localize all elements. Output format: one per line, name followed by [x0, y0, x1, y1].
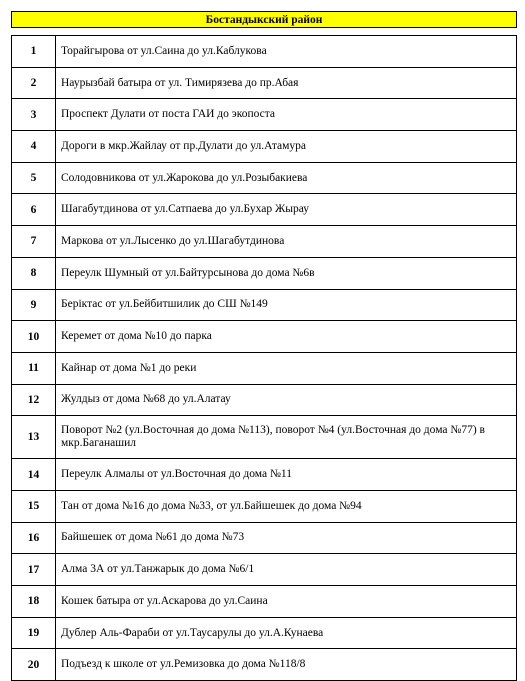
table-row [12, 617, 517, 649]
road-description: Поворот №2 (ул.Восточная до дома №113), поворот №4 (ул.Восточная до дома №77) в мкр.Баганашил [56, 416, 517, 459]
road-description: Проспект Дулати от поста ГАИ до экопоста [56, 99, 517, 131]
table-row [12, 99, 517, 131]
row-number: 18 [12, 586, 56, 618]
roads-table [11, 35, 517, 681]
row-number: 6 [12, 194, 56, 226]
district-road-table [11, 11, 517, 681]
table-row [12, 321, 517, 353]
road-description: Кошек батыра от ул.Аскарова до ул.Саина [56, 586, 517, 618]
row-number: 7 [12, 226, 56, 258]
road-description: Кайнар от дома №1 до реки [56, 352, 517, 384]
district-header: Бостандыкский район [11, 11, 517, 28]
table-row [12, 194, 517, 226]
row-number: 16 [12, 522, 56, 554]
row-number: 10 [12, 321, 56, 353]
table-row [12, 131, 517, 163]
table-row [12, 522, 517, 554]
road-description: Переулк Алмалы от ул.Восточная до дома №11 [56, 459, 517, 491]
road-description: Берiктас от ул.Бейбитшилик до СШ №149 [56, 289, 517, 321]
row-number: 20 [12, 649, 56, 681]
road-description: Дороги в мкр.Жайлау от пр.Дулати до ул.Атамура [56, 131, 517, 163]
row-number: 13 [12, 416, 56, 459]
road-description: Маркова от ул.Лысенко до ул.Шагабутдинова [56, 226, 517, 258]
table-row [12, 289, 517, 321]
road-description: Наурызбай батыра от ул. Тимирязева до пр.Абая [56, 67, 517, 99]
table-row [12, 649, 517, 681]
road-description: Дублер Аль-Фараби от ул.Таусарулы до ул.А.Кунаева [56, 617, 517, 649]
road-description: Керемет от дома №10 до парка [56, 321, 517, 353]
road-description: Жулдыз от дома №68 до ул.Алатау [56, 384, 517, 416]
row-number: 14 [12, 459, 56, 491]
row-number: 4 [12, 131, 56, 163]
road-description: Солодовникова от ул.Жарокова до ул.Розыбакиева [56, 162, 517, 194]
row-number: 9 [12, 289, 56, 321]
table-row [12, 459, 517, 491]
table-row [12, 67, 517, 99]
row-number: 1 [12, 36, 56, 68]
table-row [12, 416, 517, 459]
table-row [12, 490, 517, 522]
row-number: 15 [12, 490, 56, 522]
row-number: 5 [12, 162, 56, 194]
road-description: Алма 3А от ул.Танжарык до дома №6/1 [56, 554, 517, 586]
table-row [12, 352, 517, 384]
road-description: Байшешек от дома №61 до дома №73 [56, 522, 517, 554]
row-number: 17 [12, 554, 56, 586]
road-description: Тан от дома №16 до дома №33, от ул.Байшешек до дома №94 [56, 490, 517, 522]
row-number: 3 [12, 99, 56, 131]
row-number: 19 [12, 617, 56, 649]
table-row [12, 36, 517, 68]
road-description: Подъезд к школе от ул.Ремизовка до дома №118/8 [56, 649, 517, 681]
table-row [12, 226, 517, 258]
road-description: Переулк Шумный от ул.Байтурсынова до дома №6в [56, 257, 517, 289]
road-description: Шагабутдинова от ул.Сатпаева до ул.Бухар Жырау [56, 194, 517, 226]
table-row [12, 554, 517, 586]
row-number: 8 [12, 257, 56, 289]
table-row [12, 586, 517, 618]
road-description: Торайгырова от ул.Саина до ул.Каблукова [56, 36, 517, 68]
row-number: 11 [12, 352, 56, 384]
header-gap [11, 28, 517, 35]
table-row [12, 257, 517, 289]
table-row [12, 384, 517, 416]
row-number: 2 [12, 67, 56, 99]
roads-table-body [12, 36, 517, 681]
row-number: 12 [12, 384, 56, 416]
table-row [12, 162, 517, 194]
